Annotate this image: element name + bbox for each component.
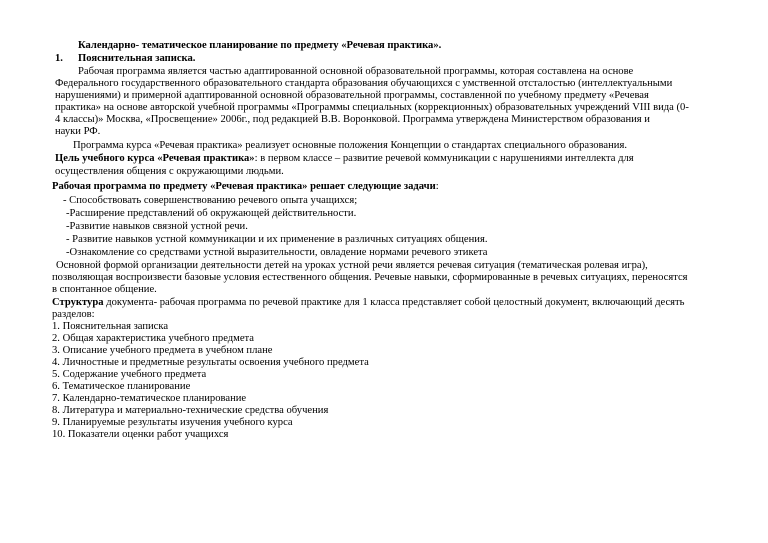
structure-list-item: 4. Личностные и предметные результаты освоения учебного предмета	[52, 357, 369, 368]
structure-label: Структура	[52, 297, 104, 308]
task-item: - Способствовать совершенствованию речевого опыта учащихся;	[63, 195, 358, 206]
section-title: Пояснительная записка.	[78, 53, 196, 64]
structure-continuation: разделов:	[52, 309, 95, 320]
structure-list-item: 7. Календарно-тематическое планирование	[52, 393, 247, 404]
document-title: Календарно- тематическое планирование по предмету «Речевая практика».	[78, 40, 442, 51]
intro-line: 4 классы)» Москва, «Просвещение» 2006г., под редакцией В.В. Воронковой. Программа утверждена Министерством образования и	[55, 114, 650, 125]
structure-list-item: 3. Описание учебного предмета в учебном плане	[52, 345, 273, 356]
intro-line: нарушениями) и примерной адаптированной основной образовательной программы, составленной по учебному предмету «Речевая	[55, 90, 649, 101]
goal-label: Цель учебного курса «Речевая практика»	[55, 153, 255, 164]
task-item: -Развитие навыков связной устной речи.	[66, 221, 248, 232]
tasks-heading: Рабочая программа по предмету «Речевая практика» решает следующие задачи:	[52, 181, 439, 192]
intro-line: Рабочая программа является частью адаптированной основной образовательной программы, которая составлена на основе	[78, 66, 634, 77]
course-paragraph: Программа курса «Речевая практика» реализует основные положения Концепции о стандартах специального образования.	[73, 140, 627, 151]
structure-list-item: 10. Показатели оценки работ учащихся	[52, 429, 229, 440]
form-paragraph-line: Основной формой организации деятельности детей на уроках устной речи является речевая ситуация (тематическая ролевая игра),	[56, 260, 648, 271]
task-item: -Ознакомление со средствами устной выразительности, овладение нормами речевого этикета	[66, 247, 488, 258]
structure-list-item: 1. Пояснительная записка	[52, 321, 169, 332]
task-item: - Развитие навыков устной коммуникации и их применение в различных ситуациях общения.	[66, 234, 488, 245]
structure-list-item: 8. Литература и материально-технические средства обучения	[52, 405, 329, 416]
structure-list-item: 2. Общая характеристика учебного предмета	[52, 333, 255, 344]
section-1-heading	[55, 53, 196, 66]
task-item: -Расширение представлений об окружающей действительности.	[66, 208, 357, 219]
form-paragraph-line: в спонтанное общение.	[52, 284, 157, 295]
structure-paragraph	[52, 297, 685, 310]
structure-list-item: 5. Содержание учебного предмета	[52, 369, 207, 380]
intro-line: Федерального государственного образовательного стандарта образования обучающихся с умственной отсталостью (интеллектуальными	[55, 78, 673, 89]
form-paragraph-line: позволяющая воспроизвести базовые условия естественного общения. Речевые навыки, сформированные в речевых ситуациях, переносятся	[52, 272, 688, 283]
goal-text: : в первом классе – развитие речевой коммуникации с нарушениями интеллекта для	[254, 153, 634, 164]
goal-paragraph	[55, 153, 634, 166]
tasks-label: Рабочая программа по предмету «Речевая практика» решает следующие задачи	[52, 181, 436, 192]
structure-list-item: 6. Тематическое планирование	[52, 381, 191, 392]
intro-line: практика» на основе авторской учебной программы «Программы специальных (коррекционных) образовательных учреждений VIII вида (0-	[55, 102, 689, 113]
section-number: 1.	[55, 53, 63, 64]
intro-line: науки РФ.	[55, 126, 101, 137]
structure-list-item: 9. Планируемые результаты изучения учебного курса	[52, 417, 293, 428]
goal-continuation: осуществления общения с окружающими людьми.	[55, 166, 284, 177]
structure-text: документа- рабочая программа по речевой практике для 1 класса представляет собой целостный документ, включающий десять	[103, 297, 685, 308]
